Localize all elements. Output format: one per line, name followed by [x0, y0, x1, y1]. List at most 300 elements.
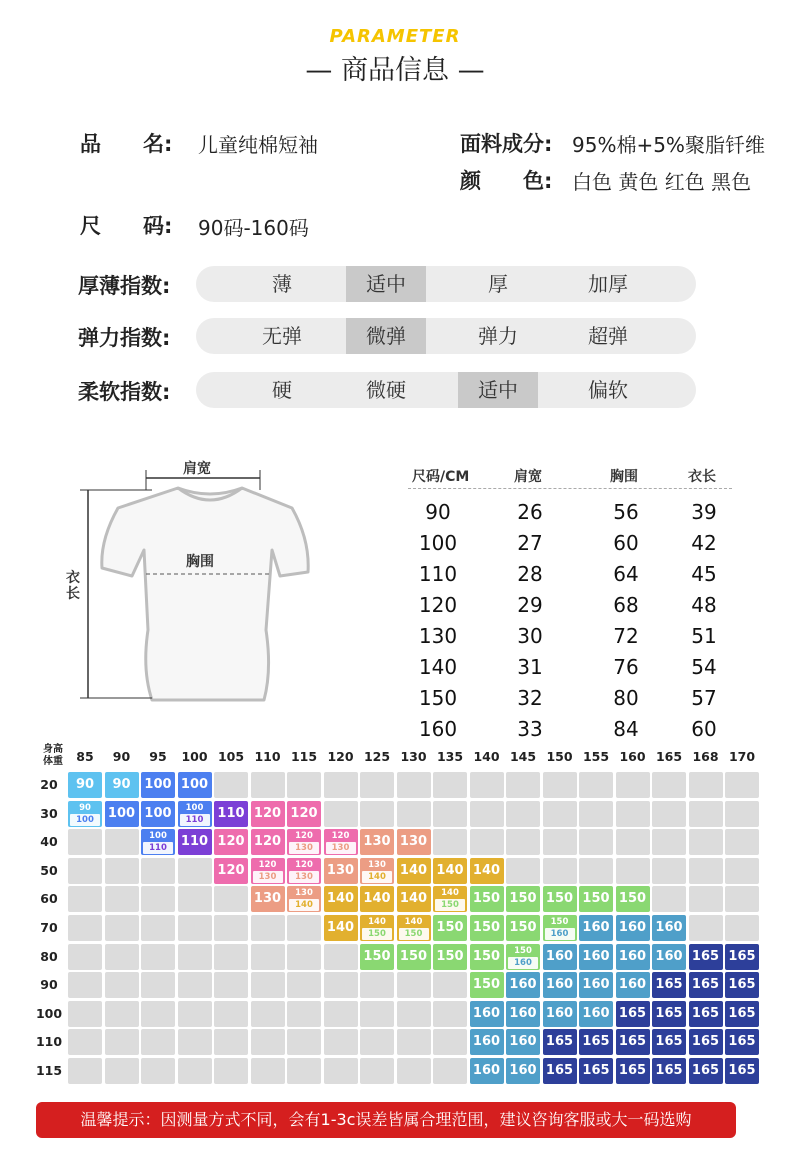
index-option: 适中: [458, 372, 538, 408]
empty-cell: [105, 1001, 139, 1027]
size-cell-primary: 140: [404, 917, 423, 927]
empty-cell: [251, 972, 285, 998]
size-cell-secondary: 150: [435, 899, 465, 911]
size-table-cell: 76: [613, 655, 639, 679]
size-table-cell: 56: [613, 500, 639, 524]
size-cell-primary: 120: [258, 859, 277, 870]
index-option: 薄: [272, 272, 292, 296]
empty-cell: [324, 772, 358, 798]
index-option: 硬: [272, 378, 292, 402]
empty-cell: [579, 801, 613, 827]
empty-cell: [324, 972, 358, 998]
size-cell-split: [178, 801, 212, 827]
index-label: 柔软指数:: [78, 380, 171, 404]
size-cell: 165: [652, 1001, 686, 1027]
empty-cell: [68, 829, 102, 855]
index-label: 厚薄指数:: [78, 274, 171, 298]
size-table-cell: 130: [418, 624, 458, 648]
height-header: 145: [509, 749, 537, 764]
size-table-cell: 42: [691, 531, 717, 555]
empty-cell: [616, 772, 650, 798]
chest-label: 胸围: [186, 554, 214, 570]
empty-cell: [178, 1029, 212, 1055]
size-cell: 160: [506, 972, 540, 998]
height-header: 120: [327, 749, 354, 764]
weight-header: 70: [40, 920, 58, 935]
index-option: 厚: [488, 272, 508, 296]
size-table-cell: 64: [613, 562, 639, 586]
size-cell-split: [287, 858, 321, 884]
empty-cell: [214, 772, 248, 798]
empty-cell: [141, 944, 175, 970]
size-table-cell: 160: [418, 717, 458, 741]
empty-cell: [105, 1029, 139, 1055]
weight-header: 40: [40, 834, 58, 850]
empty-cell: [214, 1058, 248, 1084]
empty-cell: [178, 1058, 212, 1084]
size-table-cell: 51: [691, 624, 717, 648]
size-label: 尺 码:: [80, 214, 173, 238]
empty-cell: [324, 801, 358, 827]
size-table-cell: 72: [613, 624, 639, 648]
size-cell: 165: [652, 1029, 686, 1055]
empty-cell: [105, 915, 139, 941]
empty-cell: [506, 829, 540, 855]
weight-header: 110: [35, 1034, 63, 1050]
size-cell: 120: [214, 858, 248, 884]
size-cell: 130: [251, 886, 285, 912]
weight-header: 90: [40, 977, 58, 993]
size-cell: 165: [725, 972, 759, 998]
size-cell-secondary: 160: [508, 957, 538, 969]
empty-cell: [725, 915, 759, 941]
empty-cell: [433, 801, 467, 827]
size-cell: 140: [324, 915, 358, 941]
size-cell: 120: [214, 829, 248, 855]
size-table-cell: 28: [517, 562, 543, 586]
size-cell: 130: [360, 829, 394, 855]
size-cell-secondary: 130: [326, 842, 356, 854]
size-table-cell: 48: [691, 593, 717, 617]
empty-cell: [397, 1029, 431, 1055]
size-cell-split: [251, 858, 285, 884]
empty-cell: [178, 944, 212, 970]
size-cell-primary: 150: [550, 917, 569, 927]
size-table-cell: 100: [418, 531, 458, 555]
index-option: 微弹: [346, 318, 426, 354]
size-cell-primary: 140: [368, 917, 386, 927]
size-cell: 160: [579, 944, 613, 970]
height-header: 160: [619, 749, 646, 764]
empty-cell: [105, 858, 139, 884]
empty-cell: [68, 944, 102, 970]
height-header: 170: [728, 749, 756, 764]
empty-cell: [105, 886, 139, 912]
size-cell-primary: 90: [79, 802, 91, 813]
size-cell: 140: [324, 886, 358, 912]
size-cell-primary: 130: [295, 888, 313, 899]
empty-cell: [579, 858, 613, 884]
empty-cell: [652, 772, 686, 798]
empty-cell: [360, 1058, 394, 1084]
empty-cell: [506, 858, 540, 884]
empty-cell: [68, 1058, 102, 1084]
size-cell: 165: [725, 1029, 759, 1055]
weight-header: 100: [35, 1005, 63, 1021]
empty-cell: [360, 972, 394, 998]
empty-cell: [178, 886, 212, 912]
empty-cell: [141, 972, 175, 998]
empty-cell: [251, 1029, 285, 1055]
corner-weight-label: 体重: [43, 756, 63, 767]
size-table-header: 肩宽: [514, 469, 542, 485]
empty-cell: [287, 1029, 321, 1055]
height-header: 150: [546, 749, 573, 764]
empty-cell: [287, 1001, 321, 1027]
size-table-cell: 80: [613, 686, 639, 710]
size-cell: 140: [433, 858, 467, 884]
empty-cell: [433, 1058, 467, 1084]
empty-cell: [214, 944, 248, 970]
size-cell-split: [287, 886, 321, 912]
size-cell: 165: [689, 944, 723, 970]
size-cell-secondary: 140: [362, 871, 392, 883]
size-table-cell: 33: [517, 717, 543, 741]
length-label: 衣长: [66, 570, 80, 602]
empty-cell: [397, 1001, 431, 1027]
empty-cell: [178, 972, 212, 998]
size-table-header: 尺码/CM: [412, 469, 470, 485]
height-header: 130: [400, 749, 427, 764]
empty-cell: [214, 1001, 248, 1027]
section-title: — 商品信息 —: [305, 55, 485, 86]
empty-cell: [725, 858, 759, 884]
empty-cell: [141, 1029, 175, 1055]
size-cell-split: [324, 829, 358, 855]
size-cell: 165: [689, 1001, 723, 1027]
empty-cell: [470, 772, 504, 798]
height-header: 110: [254, 749, 281, 764]
size-cell: 150: [470, 915, 504, 941]
empty-cell: [689, 915, 723, 941]
size-cell-split: [287, 829, 321, 855]
empty-cell: [652, 801, 686, 827]
index-option: 微硬: [366, 378, 406, 402]
empty-cell: [68, 915, 102, 941]
empty-cell: [725, 772, 759, 798]
color-value: 白色 黄色 红色 黑色: [572, 170, 752, 194]
size-cell: 165: [616, 1001, 650, 1027]
weight-header: 50: [40, 862, 58, 878]
size-table-cell: 54: [691, 655, 717, 679]
size-cell: 120: [287, 801, 321, 827]
size-table-cell: 68: [613, 593, 639, 617]
index-bar: [196, 318, 696, 354]
size-table-cell: 60: [613, 531, 639, 555]
size-cell: 165: [616, 1058, 650, 1084]
size-cell: 140: [360, 886, 394, 912]
size-table-cell: 45: [691, 562, 717, 586]
size-table-cell: 30: [517, 624, 543, 648]
size-cell: 160: [470, 1058, 504, 1084]
size-table-cell: 140: [418, 655, 458, 679]
size-grid: [36, 744, 754, 1084]
size-cell-split: [506, 944, 540, 970]
empty-cell: [105, 944, 139, 970]
tshirt-icon: [102, 488, 308, 700]
empty-cell: [105, 1058, 139, 1084]
empty-cell: [214, 886, 248, 912]
size-table-header: 胸围: [610, 469, 638, 485]
height-header: 125: [363, 749, 391, 764]
height-header: 115: [290, 749, 318, 764]
weight-header: 20: [40, 777, 58, 792]
size-cell: 165: [689, 1029, 723, 1055]
size-cell-split: [68, 801, 102, 827]
empty-cell: [251, 915, 285, 941]
empty-cell: [68, 1029, 102, 1055]
size-cell: 160: [652, 944, 686, 970]
empty-cell: [68, 972, 102, 998]
size-cell: 130: [397, 829, 431, 855]
size-cell: 150: [433, 944, 467, 970]
empty-cell: [689, 858, 723, 884]
index-option: 无弹: [262, 324, 302, 348]
empty-cell: [251, 772, 285, 798]
size-cell: 100: [141, 772, 175, 798]
empty-cell: [689, 829, 723, 855]
empty-cell: [433, 829, 467, 855]
size-cell-split: [433, 886, 467, 912]
size-cell-primary: 120: [295, 859, 313, 870]
empty-cell: [689, 772, 723, 798]
size-cell: 165: [689, 972, 723, 998]
empty-cell: [543, 801, 577, 827]
empty-cell: [433, 772, 467, 798]
size-cell-secondary: 140: [289, 899, 319, 911]
size-value: 90码-160码: [198, 216, 309, 240]
size-table-cell: 26: [517, 500, 543, 524]
empty-cell: [689, 886, 723, 912]
empty-cell: [360, 1029, 394, 1055]
size-cell: 100: [178, 772, 212, 798]
size-cell: 165: [652, 972, 686, 998]
empty-cell: [141, 1058, 175, 1084]
size-cell: 165: [725, 1058, 759, 1084]
empty-cell: [141, 886, 175, 912]
empty-cell: [360, 801, 394, 827]
empty-cell: [251, 1001, 285, 1027]
height-header: 95: [149, 749, 167, 764]
fabric-label: 面料成分:: [460, 132, 553, 156]
empty-cell: [616, 858, 650, 884]
size-cell-secondary: 110: [143, 842, 173, 854]
empty-cell: [214, 915, 248, 941]
size-cell-primary: 100: [149, 831, 167, 842]
index-bar: [196, 266, 696, 302]
empty-cell: [397, 1058, 431, 1084]
empty-cell: [287, 944, 321, 970]
size-cell: 160: [616, 915, 650, 941]
empty-cell: [397, 801, 431, 827]
fabric-value: 95%棉+5%聚脂钎维: [572, 133, 765, 157]
weight-header: 80: [40, 948, 58, 964]
size-cell-secondary: 110: [180, 814, 210, 826]
empty-cell: [689, 801, 723, 827]
grid-corner: [36, 744, 70, 768]
empty-cell: [324, 944, 358, 970]
size-table-cell: 29: [517, 593, 543, 617]
size-cell: 160: [579, 915, 613, 941]
height-header: 140: [473, 749, 500, 764]
parameter-tag: PARAMETER: [329, 26, 461, 47]
empty-cell: [105, 972, 139, 998]
size-cell: 160: [652, 915, 686, 941]
height-header: 168: [692, 749, 719, 764]
size-cell: 160: [506, 1058, 540, 1084]
empty-cell: [543, 829, 577, 855]
size-cell: 160: [506, 1001, 540, 1027]
height-header: 165: [655, 749, 683, 764]
size-cell: 150: [433, 915, 467, 941]
size-cell-primary: 120: [331, 831, 350, 842]
empty-cell: [397, 772, 431, 798]
index-option: 弹力: [478, 324, 518, 348]
size-cell: 165: [725, 1001, 759, 1027]
empty-cell: [324, 1058, 358, 1084]
empty-cell: [324, 1029, 358, 1055]
size-cell-secondary: 130: [289, 871, 319, 883]
size-cell: 160: [579, 972, 613, 998]
empty-cell: [652, 829, 686, 855]
size-cell: 150: [506, 886, 540, 912]
size-table-header: 衣长: [688, 469, 716, 485]
size-table-cell: 120: [418, 593, 458, 617]
size-cell: 165: [579, 1058, 613, 1084]
empty-cell: [397, 972, 431, 998]
size-cell-secondary: 130: [289, 842, 319, 854]
empty-cell: [652, 858, 686, 884]
size-cell: 110: [178, 829, 212, 855]
empty-cell: [579, 772, 613, 798]
size-cell: 110: [214, 801, 248, 827]
size-cell-primary: 120: [295, 831, 313, 842]
size-cell: 160: [579, 1001, 613, 1027]
size-cell-primary: 140: [441, 888, 459, 899]
empty-cell: [324, 1001, 358, 1027]
tshirt-diagram: [60, 450, 330, 710]
size-cell: 100: [141, 801, 175, 827]
empty-cell: [287, 772, 321, 798]
size-table-cell: 27: [517, 531, 543, 555]
height-header: 155: [582, 749, 610, 764]
size-table-cell: 84: [613, 717, 639, 741]
size-cell-split: [360, 915, 394, 941]
size-cell: 120: [251, 801, 285, 827]
empty-cell: [178, 915, 212, 941]
size-cell: 150: [616, 886, 650, 912]
empty-cell: [725, 886, 759, 912]
size-cell-secondary: 100: [70, 814, 100, 826]
size-cell: 160: [470, 1001, 504, 1027]
corner-height-label: 身高: [43, 744, 63, 755]
size-table-cell: 110: [418, 562, 458, 586]
size-cell: 160: [616, 972, 650, 998]
size-cell: 120: [251, 829, 285, 855]
size-cell-secondary: 130: [253, 871, 283, 883]
size-cell: 140: [470, 858, 504, 884]
empty-cell: [470, 801, 504, 827]
size-cell-split: [360, 858, 394, 884]
size-cell: 90: [105, 772, 139, 798]
size-cell: 140: [397, 886, 431, 912]
size-table-divider: [408, 488, 732, 489]
size-table-cell: 150: [418, 686, 458, 710]
index-option: 加厚: [588, 272, 628, 296]
color-label: 颜 色:: [460, 169, 553, 193]
empty-cell: [287, 915, 321, 941]
empty-cell: [506, 801, 540, 827]
empty-cell: [579, 829, 613, 855]
empty-cell: [68, 1001, 102, 1027]
size-cell: 90: [68, 772, 102, 798]
size-cell: 165: [543, 1058, 577, 1084]
size-cell: 150: [360, 944, 394, 970]
index-bar: [196, 372, 696, 408]
size-table-cell: 39: [691, 500, 717, 524]
tip-banner: 温馨提示：因测量方式不同，会有1-3c误差皆属合理范围，建议咨询客服或大一码选购: [36, 1102, 736, 1138]
size-cell-primary: 130: [368, 859, 386, 870]
index-option: 超弹: [588, 324, 628, 348]
size-cell: 150: [506, 915, 540, 941]
size-cell: 150: [397, 944, 431, 970]
height-header: 90: [112, 749, 131, 764]
size-cell: 160: [543, 944, 577, 970]
empty-cell: [725, 829, 759, 855]
size-cell: 160: [506, 1029, 540, 1055]
size-cell: 150: [579, 886, 613, 912]
empty-cell: [178, 1001, 212, 1027]
size-cell: 165: [652, 1058, 686, 1084]
empty-cell: [616, 829, 650, 855]
height-header: 100: [181, 749, 208, 764]
empty-cell: [616, 801, 650, 827]
empty-cell: [360, 1001, 394, 1027]
size-cell: 165: [725, 944, 759, 970]
height-header: 85: [76, 749, 94, 764]
size-cell-secondary: 160: [545, 928, 575, 940]
weight-header: 115: [35, 1063, 63, 1078]
empty-cell: [214, 1029, 248, 1055]
size-cell: 165: [689, 1058, 723, 1084]
name-label: 品 名:: [80, 132, 173, 156]
empty-cell: [433, 1029, 467, 1055]
empty-cell: [141, 1001, 175, 1027]
empty-cell: [68, 886, 102, 912]
size-cell: 100: [105, 801, 139, 827]
height-header: 135: [436, 749, 464, 764]
size-table-cell: 90: [425, 500, 451, 524]
index-option: 适中: [346, 266, 426, 302]
weight-header: 30: [40, 805, 58, 821]
size-cell-primary: 100: [185, 802, 204, 813]
empty-cell: [141, 915, 175, 941]
empty-cell: [433, 972, 467, 998]
size-cell: 165: [543, 1029, 577, 1055]
weight-header: 60: [40, 891, 58, 907]
size-cell-secondary: 150: [362, 928, 392, 940]
size-cell: 160: [470, 1029, 504, 1055]
